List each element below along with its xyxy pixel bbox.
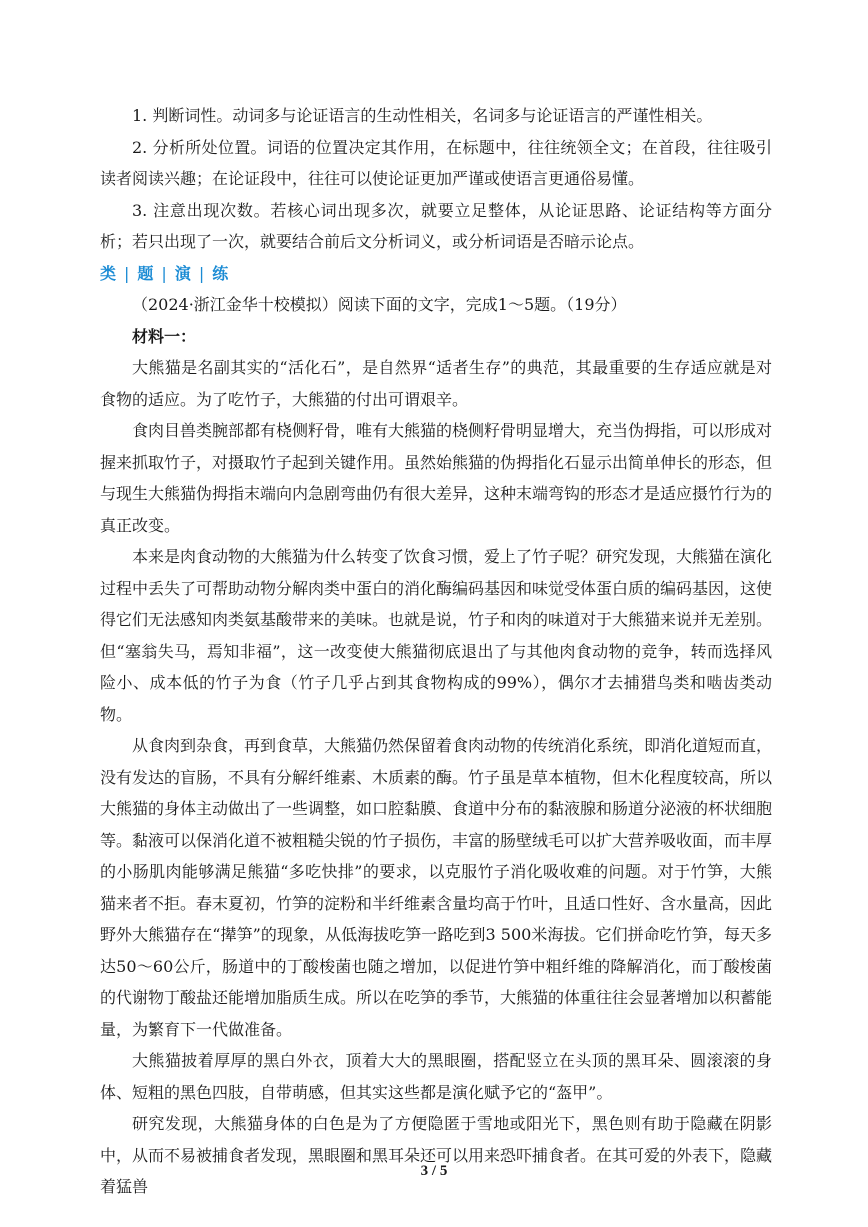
page-number: 3 / 5 [420,1163,448,1179]
main-text [100,100,772,1203]
paragraph-1: 大熊猫是名副其实的“活化石”，是自然界“适者生存”的典范，其最重要的生存适应就是对食物的适应。为了吃竹子，大熊猫的付出可谓艰辛。 [100,358,772,409]
heading-char-3: 演 [174,263,193,283]
paragraph-5: 大熊猫披着厚厚的黑白外衣，顶着大大的黑眼圈，搭配竖立在头顶的黑耳朵、圆滚滚的身体、短粗的黑色四肢，自带萌感，但其实这些都是演化赋予它的“盔甲”。 [100,1051,772,1102]
heading-char-1: 类 [100,263,119,283]
source-line: （2024·浙江金华十校模拟）阅读下面的文字，完成1～5题。（19分） [132,295,627,314]
paragraph-3: 本来是肉食动物的大熊猫为什么转变了饮食习惯，爱上了竹子呢？研究发现，大熊猫在演化过程中丢失了可帮助动物分解肉类中蛋白的消化酶编码基因和味觉受体蛋白质的编码基因，这使得它们无法感知肉类氨基酸带来的美味。也就是说，竹子和肉的味道对于大熊猫来说并无差别。但“塞翁失马，焉知非福”，这一改变使大熊猫彻底退出了与其他肉食动物的竞争，转而选择风险小、成本低的竹子为食（竹子几乎占到其食物构成的99%），偶尔才去捕猎鸟类和啮齿类动物。 [100,547,773,724]
paragraph-6: 研究发现，大熊猫身体的白色是为了方便隐匿于雪地或阳光下，黑色则有助于隐藏在阴影中，从而不易被捕食者发现，黑眼圈和黑耳朵还可以用来恐吓捕食者。在其可爱的外表下，隐藏着猛兽 [100,1114,773,1196]
tip-3: 3. 注意出现次数。若核心词出现多次，就要立足整体，从论证思路、论证结构等方面分析；若只出现了一次，就要结合前后文分析词义，或分析词语是否暗示论点。 [100,200,772,251]
tip-1: 1. 判断词性。动词多与论证语言的生动性相关，名词多与论证语言的严谨性相关。 [132,106,713,125]
tip-2: 2. 分析所处位置。词语的位置决定其作用，在标题中，往往统领全文；在首段，往往吸引读者阅读兴趣；在论证段中，往往可以使论证更加严谨或使语言更通俗易懂。 [100,137,772,188]
material-label [100,321,772,353]
heading-char-2: 题 [137,263,156,283]
material-label-text: 材料一： [132,326,197,346]
paragraph-4: 从食肉到杂食，再到食草，大熊猫仍然保留着食肉动物的传统消化系统，即消化道短而直，没有发达的盲肠，不具有分解纤维素、木质素的酶。竹子虽是草本植物，但木化程度较高，所以大熊猫的身体主动做出了一些调整，如口腔黏膜、食道中分布的黏液腺和肠道分泌液的杯状细胞等。黏液可以保消化道不被粗糙尖锐的竹子损伤，丰富的肠壁绒毛可以扩大营养吸收面，而丰厚的小肠肌肉能够满足熊猫“多吃快排”的要求，以克服竹子消化吸收难的问题。对于竹笋，大熊猫来者不拒。春末夏初，竹笋的淀粉和半纤维素含量均高于竹叶，且适口性好、含水量高，因此野外大熊猫存在“撵笋”的现象，从低海拔吃笋一路吃到3 500米海拔。它们拼命吃竹笋，每天多达50～60公斤，肠道中的丁酸梭菌也随之增加，以促进竹笋中粗纤维的降解消化，而丁酸梭菌的代谢物丁酸盐还能增加脂质生成。所以在吃笋的季节，大熊猫的体重往往会显著增加以积蓄能量，为繁育下一代做准备。 [100,736,773,1039]
section-heading: 类 | 题 | 演 | 练 [100,263,231,283]
heading-char-4: 练 [212,263,231,283]
paragraph-2: 食肉目兽类腕部都有桡侧籽骨，唯有大熊猫的桡侧籽骨明显增大，充当伪拇指，可以形成对握来抓取竹子，对摄取竹子起到关键作用。虽然始熊猫的伪拇指化石显示出简单伸长的形态，但与现生大熊猫伪拇指末端向内急剧弯曲仍有很大差异，这种末端弯钩的形态才是适应摄竹行为的真正改变。 [100,421,773,535]
